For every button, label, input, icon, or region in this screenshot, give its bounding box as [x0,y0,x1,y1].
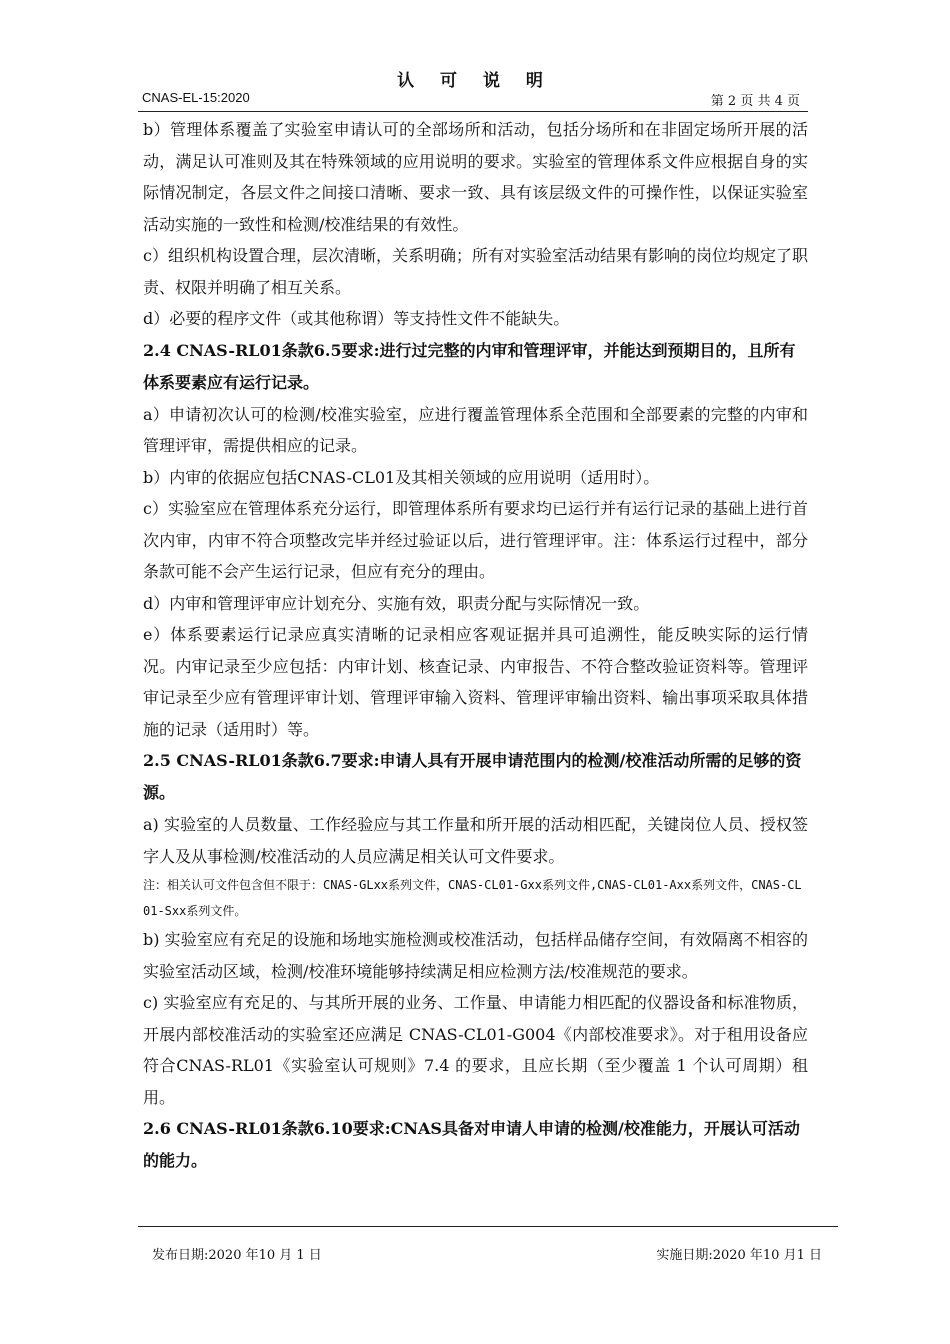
page-number: 第 2 页 共 4 页 [710,94,800,109]
document-title: 认 可 说 明 [397,71,553,91]
footer-divider [138,1226,838,1227]
paragraph-d-audit-planning: d）内审和管理评审应计划充分、实施有效，职责分配与实际情况一致。 [143,593,650,613]
paragraph-b-facilities: b) 实验室应有充足的设施和场地实施检测或校准活动，包括样品储存空间，有效隔离不相容的实验室活动区域，检测/校准环境能够持续满足相应检测方法/校准规范的要求。 [143,930,808,981]
paragraph-c-first-audit: c）实验室应在管理体系充分运行，即管理体系所有要求均已运行并有运行记录的基础上进行首次内审，内审不符合项整改完毕并经过验证以后，进行管理评审。注：体系运行过程中，部分条款可能不会产生运行记录，但应有充分的理由。 [143,499,808,581]
section-heading-2-6: 2.6 CNAS-RL01条款6.10要求:CNAS具备对申请人申请的检测/校准能力，开展认可活动的能力。 [143,1119,800,1170]
paragraph-a-initial-audit: a）申请初次认可的检测/校准实验室，应进行覆盖管理体系全范围和全部要素的完整的内审和管理评审，需提供相应的记录。 [143,404,808,455]
header-divider [138,111,808,112]
section-heading-2-4: 2.4 CNAS-RL01条款6.5要求:进行过完整的内审和管理评审，并能达到预期目的，且所有体系要素应有运行记录。 [143,340,796,392]
effective-date: 实施日期:2020 年10 月1 日 [656,1248,822,1263]
note-related-documents: 注：相关认可文件包含但不限于：CNAS-GLxx系列文件，CNAS-CL01-Gxx系列文件,CNAS-CL01-Axx系列文件，CNAS-CL01-Sxx系列文件。 [143,878,802,918]
document-body [143,114,808,1177]
paragraph-e-records: e）体系要素运行记录应真实清晰的记录相应客观证据并具可追溯性，能反映实际的运行情况。内审记录至少应包括：内审计划、核查记录、内审报告、不符合整改验证资料等。管理评审记录至少应有管理评审计划、管理评审输入资料、管理评审输出资料、输出事项采取具体措施的记录（适用时）等。 [143,625,808,739]
section-heading-2-5: 2.5 CNAS-RL01条款6.7要求:申请人具有开展申请范围内的检测/校准活动所需的足够的资源。 [143,751,802,802]
paragraph-b-management-system: b）管理体系覆盖了实验室申请认可的全部场所和活动，包括分场所和在非固定场所开展的活动，满足认可准则及其在特殊领域的应用说明的要求。实验室的管理体系文件应根据自身的实际情况制定，各层文件之间接口清晰、要求一致、具有该层级文件的可操作性，以保证实验室活动实施的一致性和检测/校准结果的有效性。 [143,120,808,234]
paragraph-c-organization: c）组织机构设置合理，层次清晰，关系明确；所有对实验室活动结果有影响的岗位均规定了职责、权限并明确了相互关系。 [143,246,808,297]
paragraph-c-equipment: c) 实验室应有充足的、与其所开展的业务、工作量、申请能力相匹配的仪器设备和标准物质，开展内部校准活动的实验室还应满足 CNAS-CL01-G004《内部校准要求》。对于租用设备应符合CNAS-RL01《实验室认可规则》7.4 的要求，且应长期（至少覆盖 1 个认可周期）租用。 [143,993,808,1107]
paragraph-a-personnel: a) 实验室的人员数量、工作经验应与其工作量和所开展的活动相匹配，关键岗位人员、授权签字人及从事检测/校准活动的人员应满足相关认可文件要求。 [143,815,808,866]
document-code: CNAS-EL-15:2020 [142,90,250,105]
paragraph-b-audit-basis: b）内审的依据应包括CNAS-CL01及其相关领域的应用说明（适用时）。 [143,467,660,487]
issue-date: 发布日期:2020 年10 月 1 日 [152,1248,322,1263]
paragraph-d-procedures: d）必要的程序文件（或其他称谓）等支持性文件不能缺失。 [143,309,570,328]
